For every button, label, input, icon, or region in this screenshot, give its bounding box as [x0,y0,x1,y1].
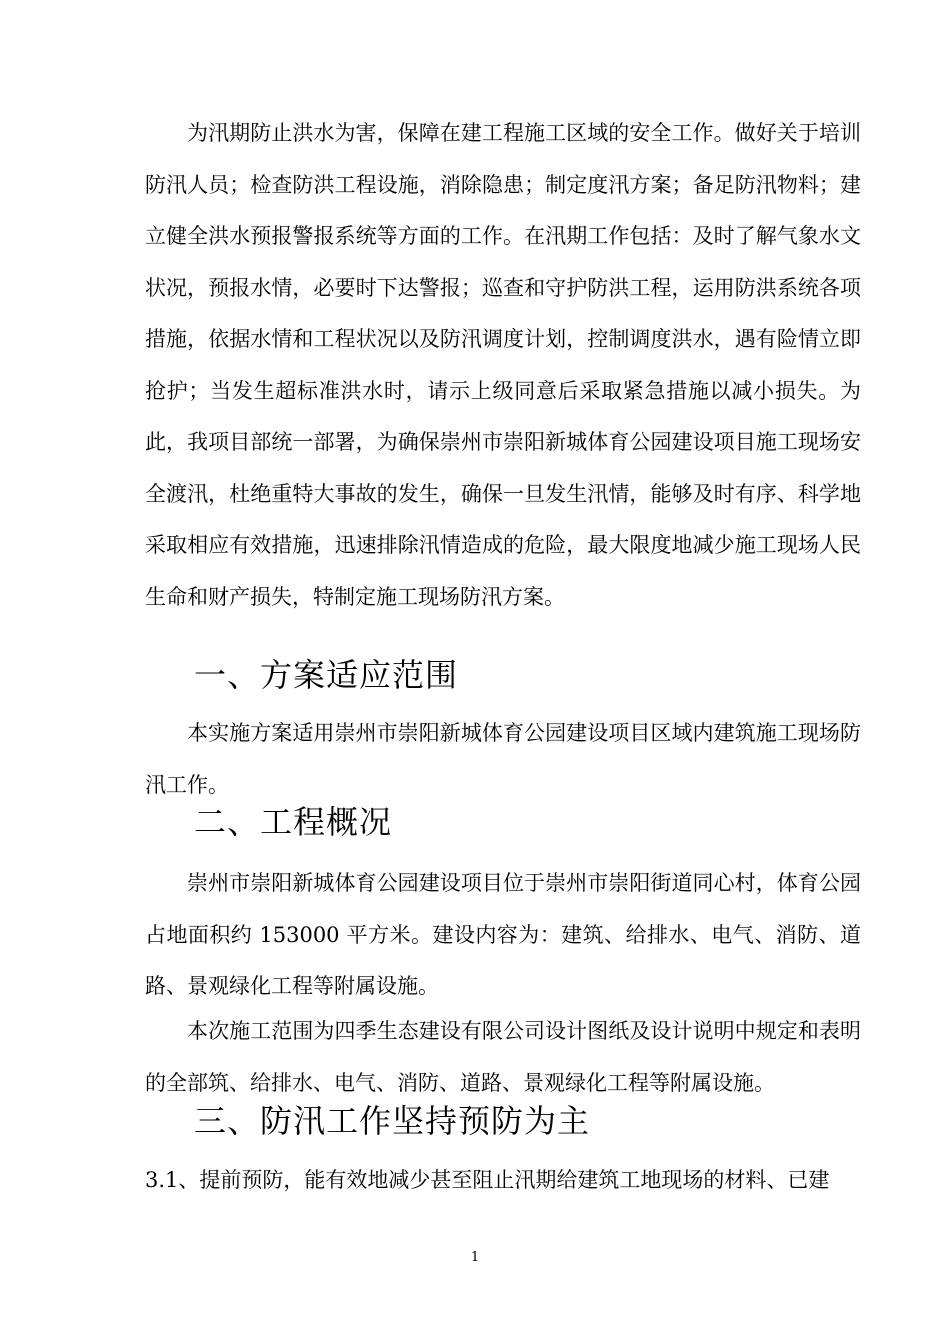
section-1-heading: 一、方案适应范围 [194,656,459,694]
section-3-heading: 三、防汛工作坚持预防为主 [194,1102,591,1140]
intro-paragraph: 为汛期防止洪水为害，保障在建工程施工区域的安全工作。做好关于培训防汛人员；检查防洪工程设施，消除隐患；制定度汛方案；备足防汛物料；建立健全洪水预报警报系统等方面的工作。在汛期工作包括：及时了解气象水文状况，预报水情，必要时下达警报；巡查和守护防洪工程，运用防洪系统各项措施，依据水情和工程状况以及防汛调度计划，控制调度洪水，遇有险情立即抢护；当发生超标准洪水时，请示上级同意后采取紧急措施以减小损失。为此，我项目部统一部署，为确保崇州市崇阳新城体育公园建设项目施工现场安全渡汛，杜绝重特大事故的发生，确保一旦发生汛情，能够及时有序、科学地采取相应有效措施，迅速排除汛情造成的危险，最大限度地减少施工现场人民生命和财产损失，特制定施工现场防汛方案。 [145,121,861,609]
section-1-paragraph: 本实施方案适用崇州市崇阳新城体育公园建设项目区域内建筑施工现场防汛工作。 [145,721,861,797]
section-2-heading: 二、工程概况 [194,803,393,841]
page-number: 1 [470,1250,480,1265]
section-3-paragraph: 3.1、提前预防，能有效地减少甚至阻止汛期给建筑工地现场的材料、已建 [145,1168,830,1192]
section-2-paragraph-1: 崇州市崇阳新城体育公园建设项目位于崇州市崇阳街道同心村，体育公园占地面积约 153000 平方米。建设内容为：建筑、给排水、电气、消防、道路、景观绿化工程等附属设施。 [145,871,861,998]
section-2-paragraph-2: 本次施工范围为四季生态建设有限公司设计图纸及设计说明中规定和表明的全部筑、给排水、电气、消防、道路、景观绿化工程等附属设施。 [145,1019,861,1095]
